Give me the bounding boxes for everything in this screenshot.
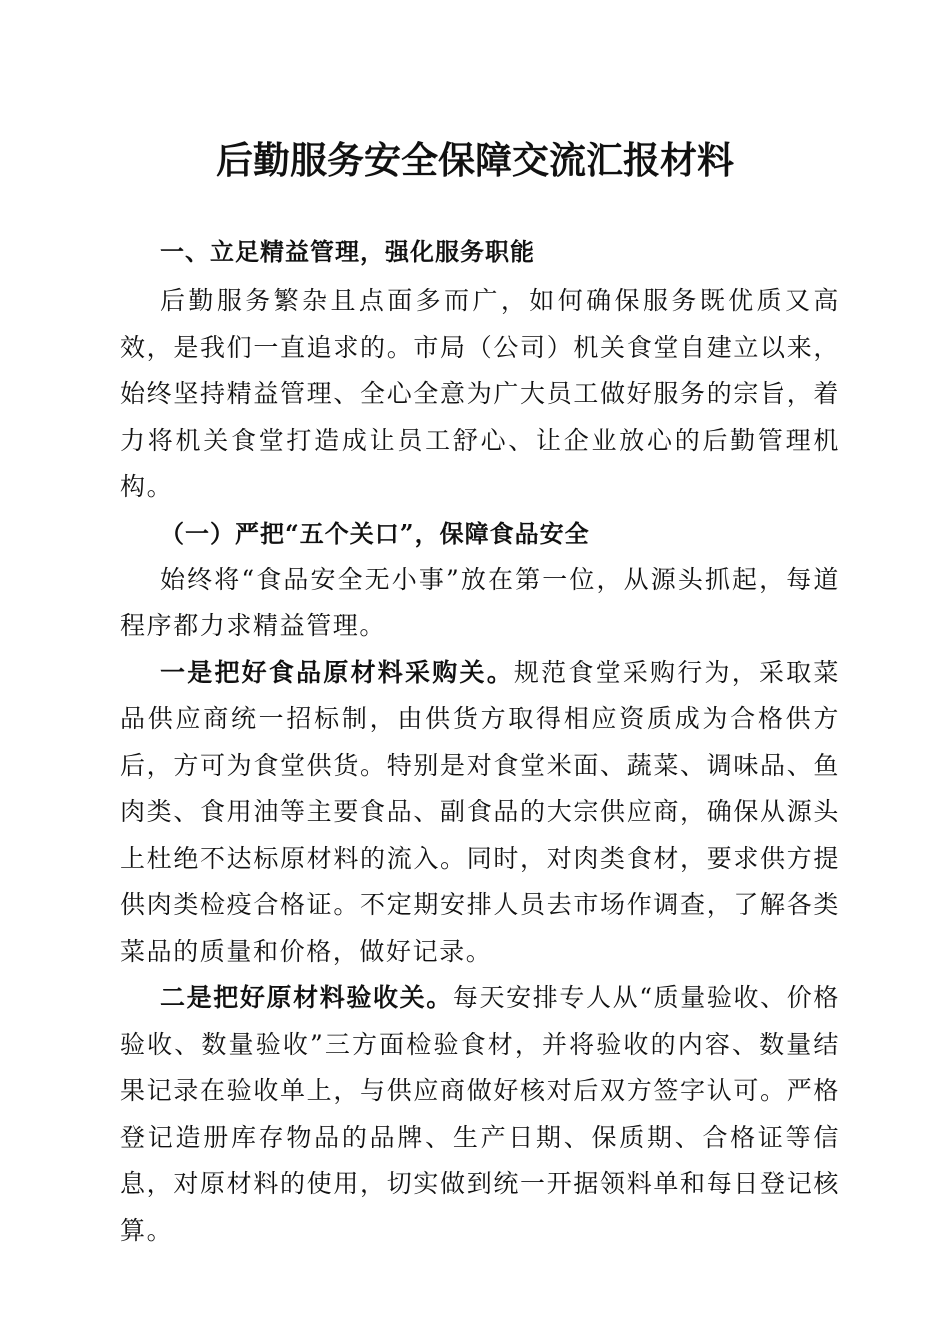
document-body <box>120 226 840 1254</box>
point-paragraph <box>120 975 840 1254</box>
point-text: 每天安排专人从“质量验收、价格验收、数量验收”三方面检验食材，并将验收的内容、数量结果记录在验收单上，与供应商做好核对后双方签字认可。严格登记造册库存物品的品牌、生产日期、保质期、合格证等信息，对原材料的使用，切实做到统一开据领料单和每日登记核算。 <box>120 983 840 1245</box>
document-title: 后勤服务安全保障交流汇报材料 <box>216 138 734 182</box>
point-text: 规范食堂采购行为，采取菜品供应商统一招标制，由供货方取得相应资质成为合格供方后，方可为食堂供货。特别是对食堂米面、蔬菜、调味品、鱼肉类、食用油等主要食品、副食品的大宗供应商，确保从源头上杜绝不达标原材料的流入。同时，对肉类食材，要求供方提供肉类检疫合格证。不定期安排人员去市场作调查，了解各类菜品的质量和价格，做好记录。 <box>120 657 840 966</box>
subsection-paragraph: 始终将“食品安全无小事”放在第一位，从源头抓起，每道程序都力求精益管理。 <box>120 564 840 640</box>
point-lead: 一是把好食品原材料采购关。 <box>160 657 514 687</box>
point-lead: 二是把好原材料验收关。 <box>160 983 453 1012</box>
section-heading: 一、立足精益管理，强化服务职能 <box>160 238 535 266</box>
point-paragraph <box>120 650 840 976</box>
subsection-heading: （一）严把“五个关口”，保障食品安全 <box>160 518 590 548</box>
intro-paragraph: 后勤服务繁杂且点面多而广，如何确保服务既优质又高效，是我们一直追求的。市局（公司）机关食堂自建立以来，始终坚持精益管理、全心全意为广大员工做好服务的宗旨，着力将机关食堂打造成让员工舒心、让企业放心的后勤管理机构。 <box>120 286 840 501</box>
